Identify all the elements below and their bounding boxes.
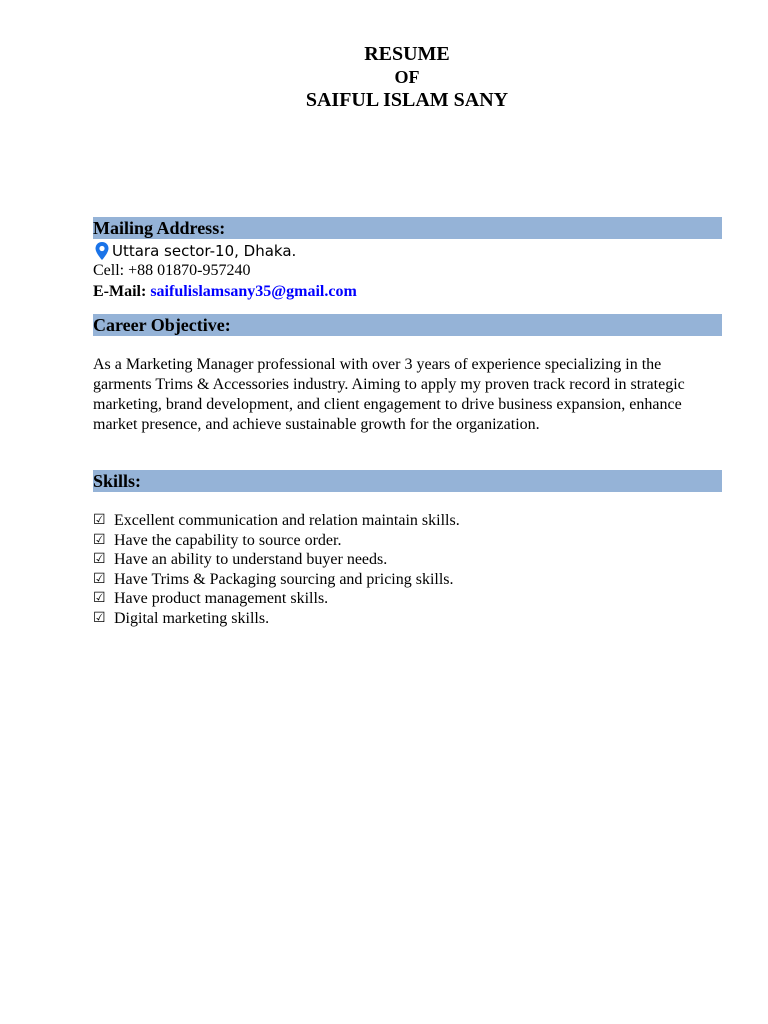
skill-text: Have an ability to understand buyer needs. — [114, 551, 388, 569]
skills-heading: Skills: — [93, 470, 722, 492]
title-resume: RESUME — [364, 43, 450, 65]
skill-text: Digital marketing skills. — [114, 609, 270, 627]
email-link[interactable]: saifulislamsany35@gmail.com — [150, 283, 357, 300]
skill-text: Have the capability to source order. — [114, 531, 342, 549]
address-line — [93, 240, 296, 262]
mailing-address-heading: Mailing Address: — [93, 217, 722, 239]
skill-text: Excellent communication and relation maintain skills. — [114, 512, 460, 529]
checked-box-icon: ☑ — [93, 551, 106, 568]
title-name: SAIFUL ISLAM SANY — [305, 89, 509, 111]
skill-item — [93, 589, 460, 609]
career-objective-heading: Career Objective: — [93, 314, 722, 336]
skill-item — [93, 570, 460, 590]
skill-item — [93, 531, 460, 551]
resume-title — [0, 43, 768, 112]
checked-box-icon: ☑ — [93, 570, 106, 587]
location-pin-icon — [93, 241, 111, 261]
address-text: Uttara sector-10, Dhaka. — [112, 242, 297, 260]
checked-box-icon: ☑ — [93, 590, 106, 607]
title-of: OF — [394, 67, 420, 87]
skill-text: Have Trims & Packaging sourcing and pricing skills. — [114, 570, 454, 588]
skill-item — [93, 511, 460, 531]
skill-item — [93, 609, 460, 629]
skill-item — [93, 550, 460, 570]
cell-number: Cell: +88 01870-957240 — [93, 262, 251, 279]
checked-box-icon: ☑ — [93, 531, 106, 548]
skills-list — [93, 511, 460, 629]
checked-box-icon: ☑ — [93, 609, 106, 626]
checked-box-icon: ☑ — [93, 512, 106, 528]
skill-text: Have product management skills. — [114, 590, 329, 608]
email-label: E-Mail: — [93, 283, 147, 300]
email-line — [93, 282, 357, 302]
career-objective-text: As a Marketing Manager professional with over 3 years of experience specializing in the garments Trims & Accessories industry. Aiming to apply my proven track record in strategic marketing, brand development, and client engagement to drive business expansion, enhance market presence, and achieve sustainable growth for the organization. — [93, 356, 685, 433]
